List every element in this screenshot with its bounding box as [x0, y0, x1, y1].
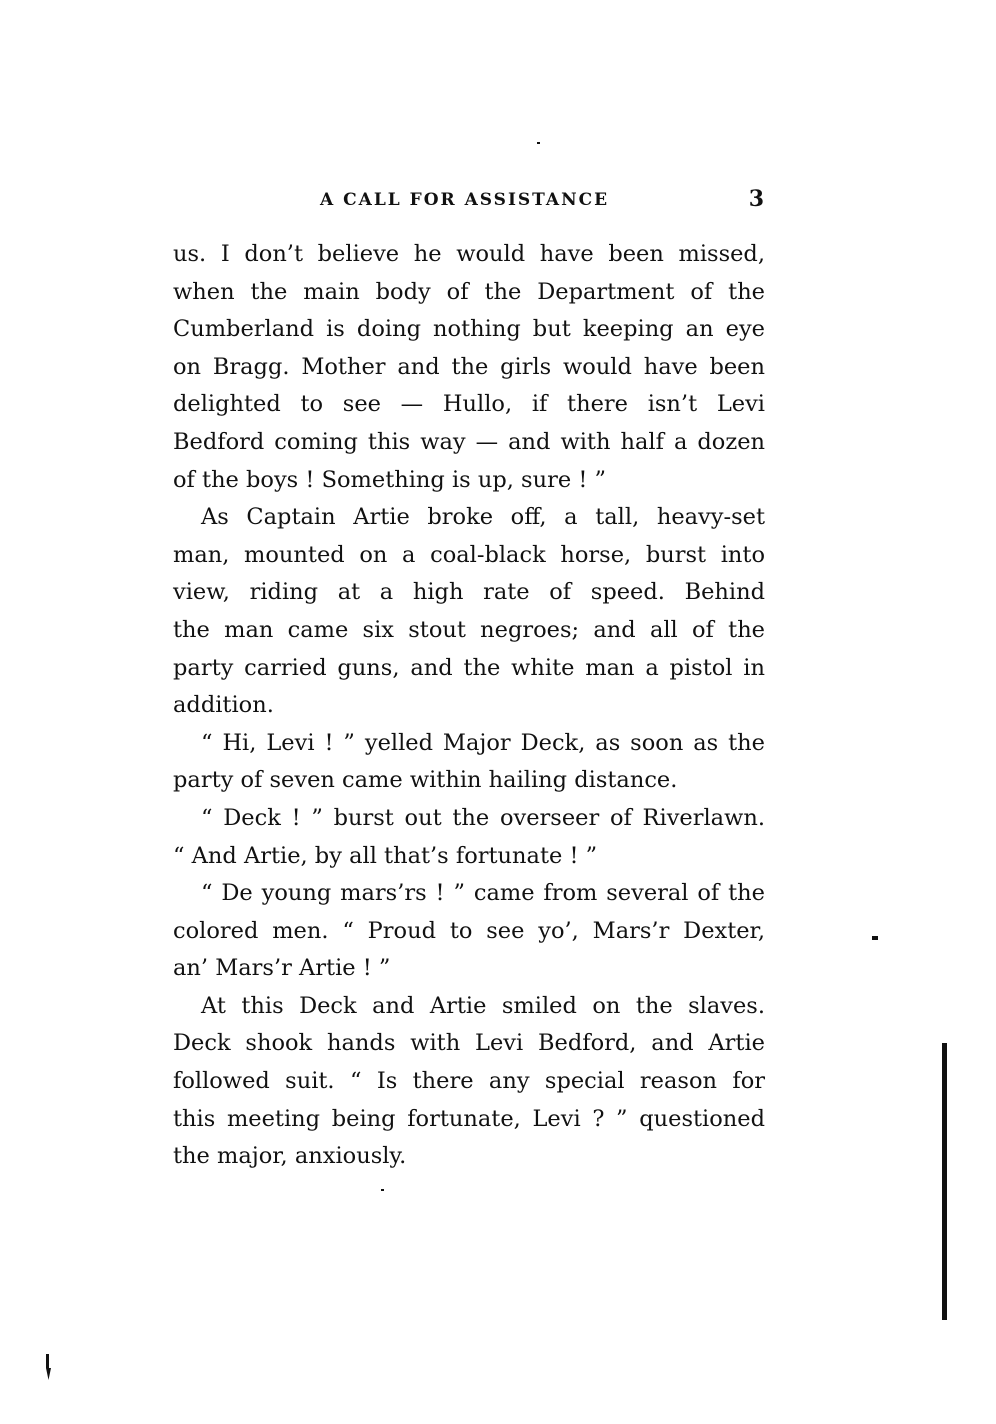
text-line: the major, anxiously. [173, 1143, 407, 1170]
text-line: when the main body of the Department of the [173, 278, 765, 305]
text-line: view, riding at a high rate of speed. Behind [173, 579, 765, 606]
text-line: Deck shook hands with Levi Bedford, and Artie [173, 1030, 765, 1057]
text-line: As Captain Artie broke off, a tall, heavy-set [201, 504, 765, 531]
text-line: “ And Artie, by all that’s fortunate ! ” [173, 842, 598, 869]
text-line: us. I don’t believe he would have been missed, [173, 241, 765, 267]
text-line: Cumberland is doing nothing but keeping an eye [173, 316, 765, 343]
text-line: “ Hi, Levi ! ” yelled Major Deck, as soon as the [201, 729, 765, 756]
scan-corner-mark [46, 1354, 51, 1380]
scan-corner-mark-icon [46, 1354, 51, 1380]
scan-speck [537, 142, 540, 144]
running-head [172, 186, 768, 214]
scan-speck [381, 1189, 384, 1191]
text-line: “ De young mars’rs ! ” came from several of the [201, 880, 765, 907]
scan-edge-bar [942, 1043, 947, 1320]
text-line: addition. [173, 692, 274, 719]
text-line: party of seven came within hailing distance. [173, 767, 678, 794]
text-line: an’ Mars’r Artie ! ” [173, 955, 391, 982]
text-line: colored men. “ Proud to see yo’, Mars’r Dexter, [173, 917, 765, 944]
body-text [173, 236, 765, 1176]
text-line: man, mounted on a coal-black horse, burst into [173, 541, 765, 568]
text-line: delighted to see — Hullo, if there isn’t Levi [173, 391, 765, 418]
scan-speck [872, 936, 878, 940]
running-title: A CALL FOR ASSISTANCE [320, 190, 610, 210]
text-line: the man came six stout negroes; and all of the [173, 616, 765, 643]
text-line: party carried guns, and the white man a pistol in [173, 654, 765, 681]
text-line: followed suit. “ Is there any special reason for [173, 1068, 765, 1095]
text-line: on Bragg. Mother and the girls would have been [173, 353, 765, 380]
text-line: “ Deck ! ” burst out the overseer of Riverlawn. [201, 804, 765, 831]
text-line: this meeting being fortunate, Levi ? ” questioned [173, 1105, 765, 1132]
text-line: At this Deck and Artie smiled on the slaves. [201, 992, 765, 1019]
page-number: 3 [748, 186, 764, 212]
text-line: of the boys ! Something is up, sure ! ” [173, 466, 607, 493]
text-line: Bedford coming this way — and with half a dozen [173, 428, 765, 455]
